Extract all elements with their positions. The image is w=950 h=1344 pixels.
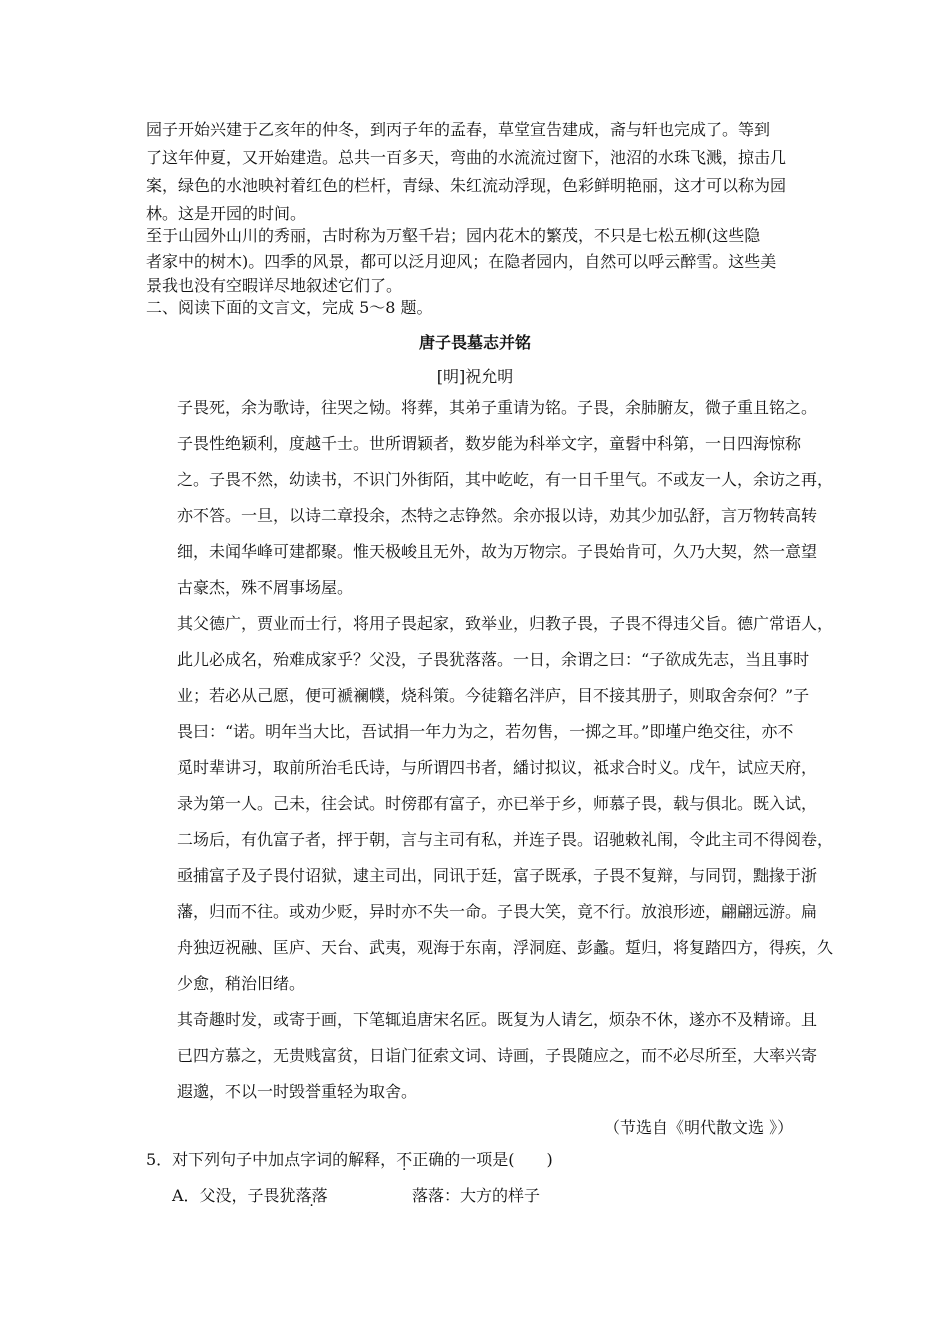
passage-line: 亟捕富子及子畏付诏狱，逮主司出，同讯于廷，富子既承，子畏不复辩，与同罚，黜掾于浙 xyxy=(177,866,818,885)
passage-line: 此儿必成名，殆难成家乎？父没，子畏犹落落。一日，余谓之曰：“子欲成先志，当且事时 xyxy=(177,650,810,669)
passage-line: 细，未闻华峰可建都聚。惟天极峻且无外，故为万物宗。子畏始肯可，久乃大契，然一意望 xyxy=(177,542,818,561)
passage-line: 子畏性绝颖利，度越千士。世所谓颖者，数岁能为科举文字，童髫中科第，一日四海惊称 xyxy=(177,434,802,453)
passage-line: 藩，归而不往。或劝少贬，异时亦不失一命。子畏大笑，竟不行。放浪形迹，翩翩远游。扁 xyxy=(177,902,818,921)
translation-line: 了这年仲夏，又开始建造。总共一百多天，弯曲的水流流过窗下，池沼的水珠飞溅，掠击几 xyxy=(146,148,787,167)
translation-line: 案，绿色的水池映衬着红色的栏杆，青绿、朱红流动浮现，色彩鲜明艳丽，这才可以称为园 xyxy=(146,176,787,195)
option-a-sentence: A．父没，子畏犹 xyxy=(172,1186,296,1205)
translation-line: 至于山园外山川的秀丽，古时称为万壑千岩；园内花木的繁茂，不只是七松五柳(这些隐 xyxy=(146,226,761,245)
option-a-meaning: 落落：大方的样子 xyxy=(412,1186,541,1205)
passage-line: 亦不答。一旦，以诗二章投余，杰特之志铮然。余亦报以诗，劝其少加弘舒，言万物转高转 xyxy=(177,506,818,525)
section-heading: 二、阅读下面的文言文，完成 5～8 题。 xyxy=(146,298,433,317)
passage-line: 少愈，稍治旧绪。 xyxy=(177,974,306,993)
dotted-emphasis: 落落 xyxy=(295,1186,328,1205)
passage-line: 其奇趣时发，或寄于画，下笔辄追唐宋名匠。既复为人请乞，烦杂不休，遂亦不及精谛。且 xyxy=(177,1010,818,1029)
passage-line: 业；若必从己愿，便可褫襕幞，烧科策。今徒籍名泮庐，目不接其册子，则取舍奈何？”子 xyxy=(177,686,810,705)
translation-line: 景我也没有空暇详尽地叙述它们了。 xyxy=(146,276,403,295)
passage-line: 舟独迈祝融、匡庐、天台、武夷，观海于东南，浮洞庭、彭蠡。踅归，将复踏四方，得疾，久 xyxy=(177,938,834,957)
question-stem-suffix: 正确的一项是( ) xyxy=(412,1150,553,1169)
passage-line: 二场后，有仇富子者，抨于朝，言与主司有私，并连子畏。诏驰敕礼闱，令此主司不得阅卷， xyxy=(177,830,834,849)
passage-author: [明]祝允明 xyxy=(436,367,514,386)
passage-source: （节选自《明代散文选 》） xyxy=(604,1118,794,1137)
passage-line: 古豪杰，殊不屑事场屋。 xyxy=(177,578,354,597)
passage-line: 畏曰：“诺。明年当大比，吾试捐一年力为之，若勿售，一掷之耳。”即墐户绝交往，亦不 xyxy=(177,722,794,741)
passage-line: 其父德广，贾业而士行，将用子畏起家，致举业，归教子畏，子畏不得违父旨。德广常语人， xyxy=(177,614,834,633)
question-5-option-a xyxy=(172,1186,328,1206)
translation-line: 林。这是开园的时间。 xyxy=(146,204,307,223)
translation-line: 园子开始兴建于乙亥年的仲冬，到丙子年的孟春，草堂宣告建成，斋与轩也完成了。等到 xyxy=(146,120,771,139)
passage-line: 子畏死，余为歌诗，往哭之恸。将葬，其弟子重请为铭。子畏，余肺腑友，微子重且铭之。 xyxy=(177,398,818,417)
passage-line: 遐邈，不以一时毁誉重轻为取舍。 xyxy=(177,1082,418,1101)
passage-line: 之。子畏不然，幼读书，不识门外街陌，其中屹屹，有一日千里气。不或友一人，余访之再， xyxy=(177,470,834,489)
passage-title: 唐子畏墓志并铭 xyxy=(418,333,531,352)
question-stem-prefix: 5．对下列句子中加点字词的解释， xyxy=(146,1150,397,1169)
passage-line: 觅时辈讲习，取前所治毛氏诗，与所谓四书者，繙讨拟议，祗求合时义。戊午，试应天府， xyxy=(177,758,818,777)
translation-line: 者家中的树木)。四季的风景，都可以泛月迎风；在隐者园内，自然可以呼云醉雪。这些美 xyxy=(146,252,777,271)
passage-line: 已四方慕之，无贵贱富贫，日诣门征索文词、诗画，子畏随应之，而不必尽所至，大率兴寄 xyxy=(177,1046,818,1065)
question-5-stem xyxy=(146,1150,553,1170)
passage-line: 录为第一人。己未，往会试。时傍郡有富子，亦已举于乡，师慕子畏，载与俱北。既入试， xyxy=(177,794,818,813)
dotted-emphasis: 不 xyxy=(396,1150,413,1169)
